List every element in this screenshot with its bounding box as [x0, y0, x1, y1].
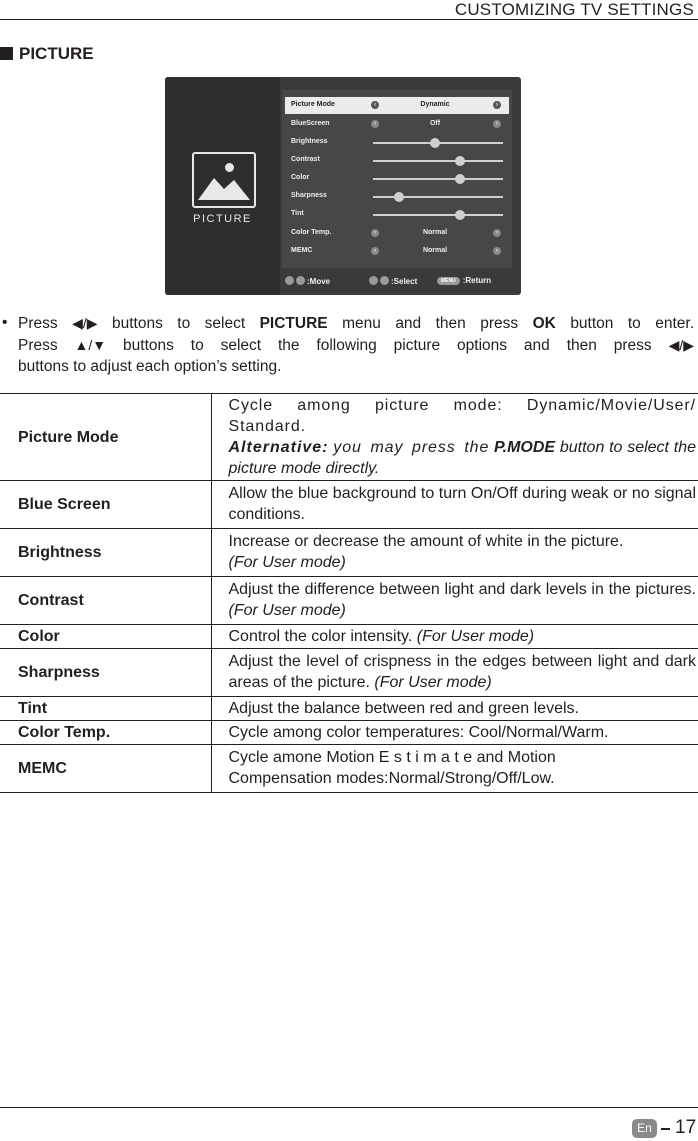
tv-options-panel: [282, 90, 512, 268]
text: P.MODE: [494, 439, 556, 456]
option-description: [211, 394, 698, 481]
text: Alternative:: [228, 439, 329, 456]
text: you may press the: [333, 439, 490, 456]
table-row: [0, 697, 698, 721]
text: button to select the picture mode directly.: [228, 439, 696, 477]
table-row: [0, 481, 698, 529]
tv-row-brightness: [285, 134, 509, 151]
text: Compensation modes:Normal/Strong/Off/Low.: [228, 770, 555, 787]
slider-track: [373, 178, 503, 180]
text: Adjust the difference between light and dark levels in the pictures.: [228, 581, 696, 598]
tv-row-label: Brightness: [291, 138, 328, 145]
tv-menu-screenshot: [165, 77, 521, 295]
picture-options-table: [0, 393, 698, 793]
text: Cycle among picture mode: Dynamic/Movie/User/ Standard.: [228, 397, 696, 435]
tv-row-label: Tint: [291, 210, 304, 217]
tv-row-value: Normal: [422, 247, 448, 254]
table-row: [0, 721, 698, 745]
arrow-left-icon: ‹: [371, 101, 379, 109]
tv-row-value: Normal: [422, 229, 448, 236]
text: (For User mode): [228, 602, 346, 619]
section-heading: [0, 44, 94, 64]
text: Cycle amone Motion E s t i m a t e and Motion: [228, 749, 556, 766]
right-arrow-icon: [380, 276, 389, 285]
picture-icon: [192, 152, 256, 208]
tv-row-color: [285, 170, 509, 187]
text: button to enter.: [570, 315, 695, 332]
header-rule: [0, 19, 698, 20]
tv-row-label: Sharpness: [291, 192, 327, 199]
option-name: Brightness: [0, 529, 211, 577]
up-arrow-icon: [285, 276, 294, 285]
option-description: Allow the blue background to turn On/Off during weak or no signal conditions.: [211, 481, 698, 529]
text: Press: [18, 315, 58, 332]
table-row: [0, 577, 698, 625]
left-right-arrows-icon: ◀/▶: [668, 337, 695, 353]
hint-move-label: :Move: [307, 277, 331, 286]
option-name: Sharpness: [0, 649, 211, 697]
tv-row-value: Dynamic: [420, 101, 450, 108]
tv-row-contrast: [285, 152, 509, 169]
menu-key-icon: MENU: [437, 277, 460, 285]
option-name: Color Temp.: [0, 721, 211, 745]
tv-row-label: BlueScreen: [291, 120, 330, 127]
tv-row-memc: [285, 243, 509, 260]
text: (For User mode): [228, 554, 346, 571]
tv-category-label: PICTURE: [193, 213, 252, 225]
tv-row-label: MEMC: [291, 247, 313, 254]
text: Press: [18, 337, 58, 354]
instruction-line-3: buttons to adjust each option’s setting.: [18, 358, 282, 375]
table-row: [0, 394, 698, 481]
slider-track: [373, 196, 503, 198]
option-description: [211, 625, 698, 649]
tv-row-bluescreen: [285, 116, 509, 133]
up-down-arrows-icon: ▲/▼: [74, 337, 107, 353]
option-name: Contrast: [0, 577, 211, 625]
text: PICTURE: [259, 315, 328, 332]
text: buttons to select the following picture options and then press: [123, 337, 652, 354]
left-arrow-icon: [369, 276, 378, 285]
option-description: [211, 649, 698, 697]
arrow-right-icon: ›: [493, 120, 501, 128]
mountain-icon: [194, 154, 254, 206]
left-right-arrows-icon: ◀/▶: [72, 315, 98, 331]
tv-row-picture-mode: [285, 97, 509, 114]
arrow-right-icon: ›: [493, 229, 501, 237]
text: OK: [532, 315, 556, 332]
table-row: [0, 745, 698, 793]
option-name: Tint: [0, 697, 211, 721]
text: Control the color intensity.: [228, 628, 413, 645]
option-name: Picture Mode: [0, 394, 211, 481]
option-description: [211, 577, 698, 625]
tv-row-label: Picture Mode: [291, 101, 335, 108]
header-title: CUSTOMIZING TV SETTINGS: [454, 0, 694, 19]
tv-hint-move: [285, 276, 330, 286]
option-description: [211, 529, 698, 577]
table-row: [0, 649, 698, 697]
slider-track: [373, 160, 503, 162]
arrow-right-icon: ›: [493, 247, 501, 255]
text: buttons to select: [111, 315, 246, 332]
tv-row-tint: [285, 206, 509, 223]
bullet: •: [2, 314, 8, 331]
option-description: [211, 745, 698, 793]
option-name: Color: [0, 625, 211, 649]
option-description: Adjust the balance between red and green levels.: [211, 697, 698, 721]
text: (For User mode): [416, 628, 535, 645]
hint-select-label: :Select: [391, 277, 418, 286]
instruction-line-1: [18, 312, 694, 335]
down-arrow-icon: [296, 276, 305, 285]
arrow-left-icon: ‹: [371, 229, 379, 237]
page-header: [0, 0, 698, 20]
tv-hint-select: [369, 276, 417, 286]
slider-knob: [455, 156, 465, 166]
slider-knob: [455, 210, 465, 220]
option-description: Cycle among color temperatures: Cool/Normal/Warm.: [211, 721, 698, 745]
hint-return-label: :Return: [462, 276, 492, 285]
slider-track: [373, 214, 503, 216]
text: menu and then press: [342, 315, 519, 332]
arrow-right-icon: ›: [493, 101, 501, 109]
table-row: [0, 625, 698, 649]
arrow-left-icon: ‹: [371, 247, 379, 255]
page-number: 17: [675, 1117, 697, 1138]
text: (For User mode): [374, 674, 492, 691]
slider-knob: [455, 174, 465, 184]
tv-row-value: Off: [429, 120, 441, 127]
slider-knob: [394, 192, 404, 202]
option-name: Blue Screen: [0, 481, 211, 529]
tv-row-label: Color Temp.: [291, 229, 332, 236]
table-row: [0, 529, 698, 577]
language-badge: En: [632, 1119, 657, 1138]
instruction-line-2: [18, 334, 694, 357]
section-title: PICTURE: [19, 44, 94, 63]
tv-row-label: Contrast: [291, 156, 320, 163]
tv-menu-category: [165, 77, 280, 295]
text: Adjust the level of crispness in the edges between light and dark areas of the picture.: [228, 653, 696, 691]
tv-hint-return: [437, 276, 491, 285]
page-dash: [661, 1128, 670, 1130]
text: Increase or decrease the amount of white in the picture.: [228, 533, 624, 550]
arrow-left-icon: ‹: [371, 120, 379, 128]
square-bullet-icon: [0, 47, 13, 60]
tv-row-color-temp: [285, 225, 509, 242]
tv-row-sharpness: [285, 188, 509, 205]
option-name: MEMC: [0, 745, 211, 793]
slider-knob: [430, 138, 440, 148]
footer-rule: [0, 1107, 698, 1108]
tv-row-label: Color: [291, 174, 310, 181]
